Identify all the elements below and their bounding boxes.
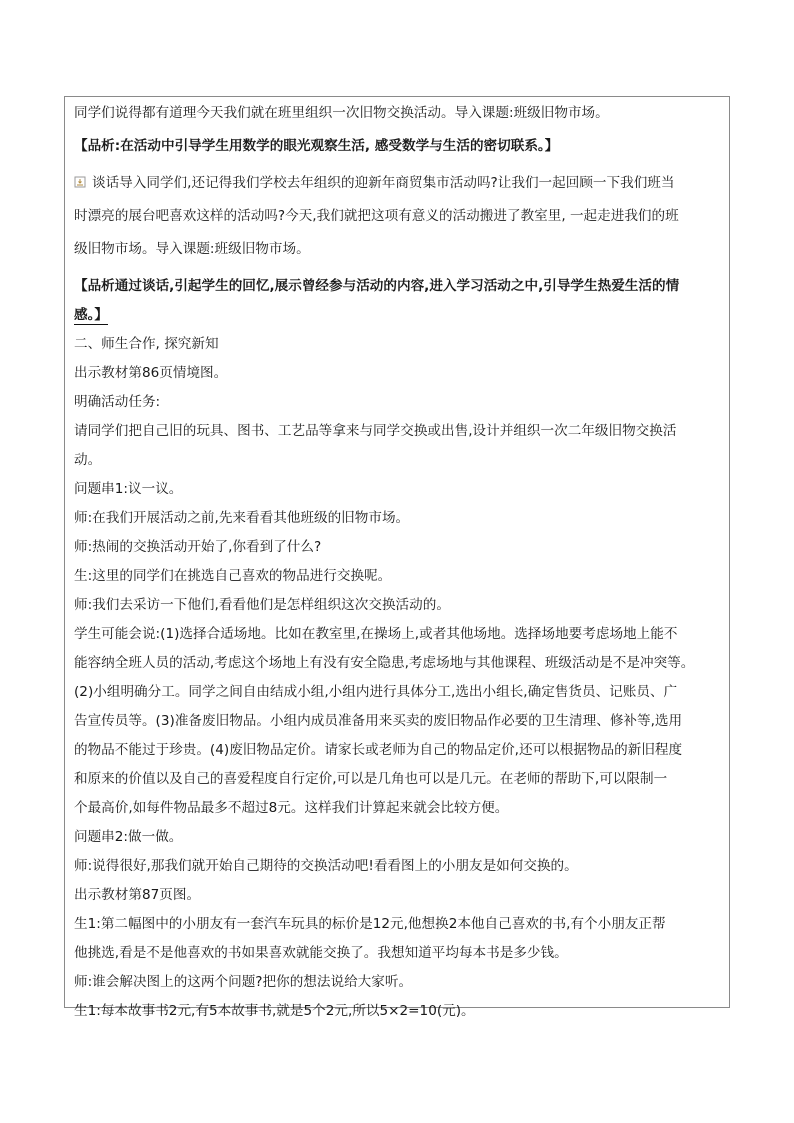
text-line: 师:说得很好,那我们就开始自己期待的交换活动吧!看看图上的小朋友是如何交换的。 [74,858,578,874]
text-line: (2)小组明确分工。同学之间自由结成小组,小组内进行具体分工,选出小组长,确定售货员、记账员、广 [74,684,678,700]
text-line: 出示教材第86页情境图。 [74,365,228,381]
text-line: 和原来的价值以及自己的喜爱程度自行定价,可以是几角也可以是几元。在老师的帮助下,可以限制一 [74,771,668,787]
section-heading: 二、师生合作, 探究新知 [74,336,219,352]
text-line: 问题串1:议一议。 [74,481,183,497]
text-line: 出示教材第87页图。 [74,887,201,903]
text-line [74,169,728,198]
analysis-note [74,272,728,301]
lesson-content [74,99,728,1026]
text-line: 学生可能会说:(1)选择合适场地。比如在教室里,在操场上,或者其他场地。选择场地要考虑场地上能不 [74,626,678,642]
text-line: 师:我们去采访一下他们,看看他们是怎样组织这次交换活动的。 [74,597,450,613]
text-line: 能容纳全班人员的活动,考虑这个场地上有没有安全隐患,考虑场地与其他课程、班级活动是不是冲突等。 [74,655,695,671]
analysis-text: 【品析:在活动中引导学生用数学的眼光观察生活, 感受数学与生活的密切联系。】 [74,138,559,154]
analysis-text: 【品析通过谈话,引起学生的回忆,展示曾经参与活动的内容,进入学习活动之中,引导学生热爱生活的情 [74,278,680,294]
text-line: 生:这里的同学们在挑选自己喜欢的物品进行交换呢。 [74,568,392,584]
text-line: 动。 [74,452,102,468]
text-line: 个最高价,如每件物品最多不超过8元。这样我们计算起来就会比较方便。 [74,800,509,816]
text-line: 师:在我们开展活动之前,先来看看其他班级的旧物市场。 [74,510,410,526]
analysis-note [74,132,728,161]
text-line: 同学们说得都有道理今天我们就在班里组织一次旧物交换活动。导入课题:班级旧物市场。 [74,105,609,121]
text-line: 师:谁会解决图上的这两个问题?把你的想法说给大家听。 [74,974,413,990]
document-icon [74,170,86,182]
text-line: 他挑选,看是不是他喜欢的书如果喜欢就能交换了。我想知道平均每本书是多少钱。 [74,945,568,961]
intro-text: 谈话导入同学们,还记得我们学校去年组织的迎新年商贸集市活动吗?让我们一起回顾一下我们班当 [92,175,675,191]
text-line: 生1:第二幅图中的小朋友有一套汽车玩具的标价是12元,他想换2本他自己喜欢的书,有个小朋友正帮 [74,916,666,932]
analysis-text-end: 感。】 [74,307,108,323]
text-line: 级旧物市场。导入课题:班级旧物市场。 [74,241,310,257]
text-line: 告宣传员等。(3)准备废旧物品。小组内成员准备用来买卖的废旧物品作必要的卫生清理、修补等,选用 [74,713,683,729]
text-line: 生1:每本故事书2元,有5本故事书,就是5个2元,所以5×2=10(元)。 [74,1003,475,1019]
analysis-note [74,301,728,330]
text-line: 请同学们把自己旧的玩具、图书、工艺品等拿来与同学交换或出售,设计并组织一次二年级旧物交换活 [74,423,677,439]
text-line: 问题串2:做一做。 [74,829,183,845]
text-line: 时漂亮的展台吧喜欢这样的活动吗?今天,我们就把这项有意义的活动搬进了教室里, 一起走进我们的班 [74,208,679,224]
text-line: 明确活动任务: [74,394,161,410]
text-line: 的物品不能过于珍贵。(4)废旧物品定价。请家长或老师为自己的物品定价,还可以根据物品的新旧程度 [74,742,683,758]
text-line: 师:热闹的交换活动开始了,你看到了什么? [74,539,322,555]
